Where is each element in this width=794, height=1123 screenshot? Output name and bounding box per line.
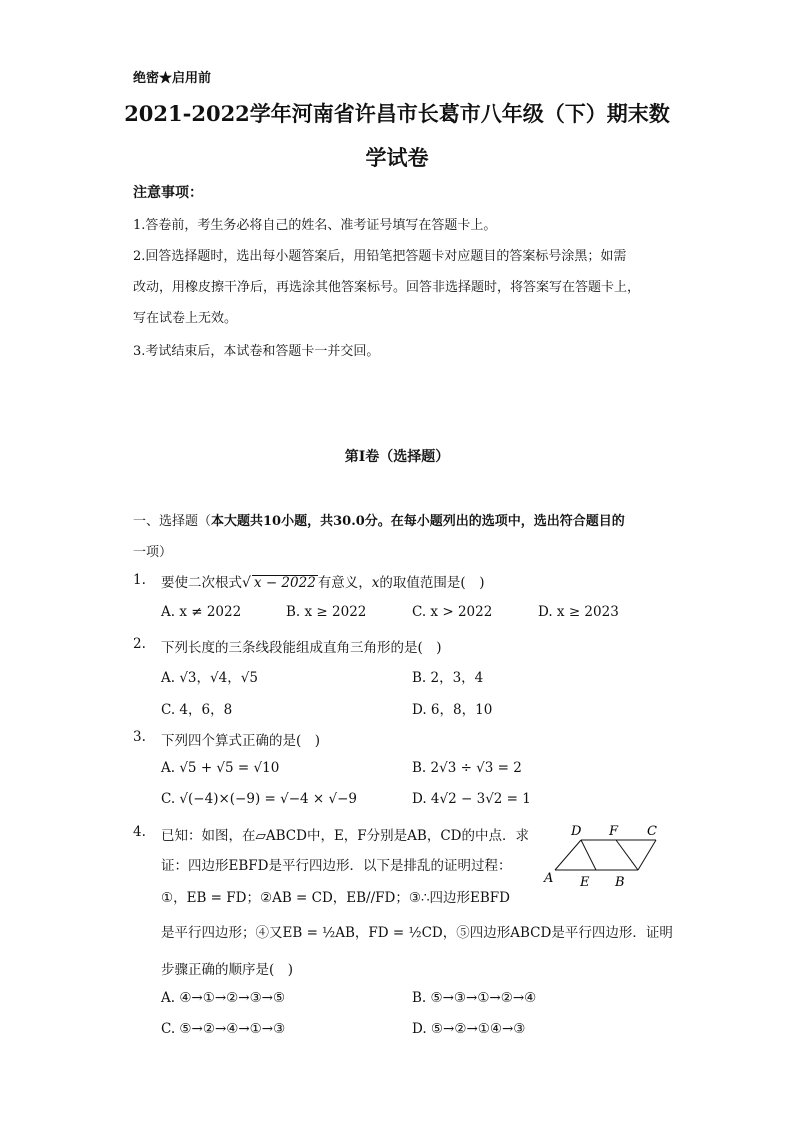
- q4-number: 4.: [133, 824, 146, 840]
- parallelogram-figure: [540, 818, 666, 890]
- q2-number: 2.: [133, 636, 146, 652]
- q4-line2: 证：四边形EBFD是平行四边形．以下是排乱的证明过程：: [161, 858, 512, 874]
- q1-radicand: x − 2022: [253, 575, 316, 591]
- q4-option-c[interactable]: C. ⑤→②→④→①→③: [161, 1021, 286, 1037]
- q1-option-a[interactable]: A. x ≠ 2022: [161, 604, 242, 620]
- label-d: D: [571, 824, 582, 839]
- q1-stem: 要使二次根式√ x − 2022 有意义，x的取值范围是( ): [161, 575, 485, 591]
- label-a: A: [544, 871, 554, 886]
- exam-title-line1: 2021-2022学年河南省许昌市长葛市八年级（下）期末数: [124, 101, 670, 126]
- q2-option-c[interactable]: C. 4，6，8: [161, 702, 233, 718]
- q4-option-a[interactable]: A. ④→①→②→③→⑤: [161, 990, 286, 1006]
- label-e: E: [580, 875, 590, 890]
- q4-option-d[interactable]: D. ⑤→②→①④→③: [412, 1021, 526, 1037]
- q2-option-d[interactable]: D. 6，8，10: [412, 702, 493, 718]
- edge-ed: [581, 840, 596, 870]
- q1-option-b[interactable]: B. x ≥ 2022: [286, 604, 367, 620]
- part1-heading-a: 一、选择题（: [133, 514, 212, 529]
- exam-title-line2: 学试卷: [365, 145, 429, 170]
- q3-option-b[interactable]: B. 2√3 ÷ √3 = 2: [412, 760, 522, 776]
- notice-item-2-line2: 改动，用橡皮擦干净后，再选涂其他答案标号。回答非选择题时，将答案写在答题卡上，: [133, 280, 641, 295]
- label-c: C: [647, 824, 657, 839]
- q1-var: x: [371, 575, 380, 591]
- confidential-label: 绝密★启用前: [133, 71, 212, 86]
- notice-heading: 注意事项：: [133, 185, 203, 201]
- q2-option-b[interactable]: B. 2，3，4: [412, 670, 484, 686]
- q3-number: 3.: [133, 729, 146, 745]
- q1-stem-b: 有意义，: [317, 575, 372, 591]
- edge-ad: [555, 840, 581, 870]
- section-title: 第I卷（选择题）: [344, 449, 450, 465]
- q1-stem-a: 要使二次根式: [161, 575, 242, 591]
- q1-option-c[interactable]: C. x > 2022: [412, 604, 493, 620]
- edge-bc: [638, 840, 656, 870]
- notice-item-2-line1: 2.回答选择题时，选出每小题答案后，用铅笔把答题卡对应题目的答案标号涂黑；如需: [133, 249, 627, 264]
- q3-stem: 下列四个算式正确的是( ): [161, 733, 321, 749]
- label-f: F: [609, 824, 619, 839]
- q3-option-c[interactable]: C. √(−4)×(−9) = √−4 × √−9: [161, 791, 358, 807]
- q1-stem-c: 的取值范围是( ): [379, 575, 485, 591]
- q1-option-d[interactable]: D. x ≥ 2023: [538, 604, 619, 620]
- q2-option-a[interactable]: A. √3，√4，√5: [161, 670, 258, 686]
- q4-line4: 是平行四边形；④又EB = ½AB，FD = ½CD，⑤四边形ABCD是平行四边形．证明: [161, 925, 673, 941]
- edge-bf: [616, 840, 638, 870]
- label-b: B: [615, 875, 625, 890]
- q3-option-a[interactable]: A. √5 + √5 = √10: [161, 760, 280, 776]
- q4-line1: 已知：如图，在▱ABCD中，E，F分别是AB，CD的中点．求: [161, 828, 529, 844]
- q1-number: 1.: [133, 572, 146, 588]
- notice-item-2-line3: 写在试卷上无效。: [133, 311, 238, 326]
- q4-option-b[interactable]: B. ⑤→③→①→②→④: [412, 990, 537, 1006]
- q2-stem: 下列长度的三条线段能组成直角三角形的是( ): [161, 640, 442, 656]
- q4-line3: ①，EB = FD；②AB = CD，EB//FD；③∴四边形EBFD: [161, 890, 511, 906]
- part1-heading-b: 本大题共10小题，共30.0分。在每小题列出的选项中，选出符合题目的: [211, 514, 625, 529]
- q4-line5: 步骤正确的顺序是( ): [161, 962, 294, 978]
- notice-item-3: 3.考试结束后，本试卷和答题卡一并交回。: [133, 344, 380, 359]
- notice-item-1: 1.答卷前，考生务必将自己的姓名、准考证号填写在答题卡上。: [133, 218, 497, 233]
- part1-heading-line2: 一项）: [133, 545, 173, 560]
- q3-option-d[interactable]: D. 4√2 − 3√2 = 1: [412, 791, 531, 807]
- part1-heading: [133, 510, 625, 529]
